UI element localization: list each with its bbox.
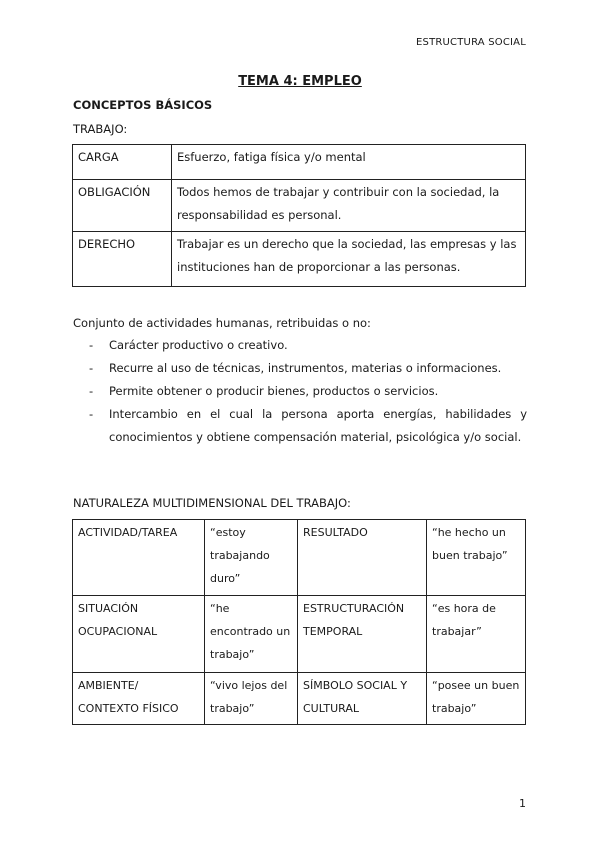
list-item xyxy=(89,380,527,403)
example-cell: “estoy trabajando duro” xyxy=(205,520,298,596)
list-item-text: Intercambio en el cual la persona aporta energías, habilidades y conocimientos y obtiene compensación material, psicológica y/o social. xyxy=(109,407,527,444)
trabajo-subheading: TRABAJO: xyxy=(73,122,128,136)
definition-cell: Esfuerzo, fatiga física y/o mental xyxy=(172,145,526,180)
list-dash: - xyxy=(89,361,94,375)
actividades-intro: Conjunto de actividades humanas, retribuidas o no: xyxy=(73,316,371,330)
term-cell: DERECHO xyxy=(73,232,172,287)
trabajo-table xyxy=(72,144,526,287)
naturaleza-heading: NATURALEZA MULTIDIMENSIONAL DEL TRABAJO: xyxy=(73,496,351,510)
list-dash: - xyxy=(89,384,94,398)
dimension-cell: AMBIENTE/ CONTEXTO FÍSICO xyxy=(73,673,205,725)
example-cell: “he encontrado un trabajo” xyxy=(205,596,298,673)
page-title: TEMA 4: EMPLEO xyxy=(238,74,362,89)
list-item xyxy=(89,334,527,357)
example-cell: “vivo lejos del trabajo” xyxy=(205,673,298,725)
table-row xyxy=(73,596,526,673)
definition-cell: Trabajar es un derecho que la sociedad, las empresas y las instituciones han de proporcionar a las personas. xyxy=(172,232,526,287)
list-item-text: Carácter productivo o creativo. xyxy=(109,338,288,352)
dimension-cell: RESULTADO xyxy=(298,520,427,596)
page-number: 1 xyxy=(519,797,526,810)
naturaleza-table xyxy=(72,519,526,725)
list-item xyxy=(89,403,527,449)
table-row xyxy=(73,673,526,725)
example-cell: “posee un buen trabajo” xyxy=(427,673,526,725)
list-item-text: Recurre al uso de técnicas, instrumentos, materias o informaciones. xyxy=(109,361,502,375)
dimension-cell: ACTIVIDAD/TAREA xyxy=(73,520,205,596)
list-item xyxy=(89,357,527,380)
table-row xyxy=(73,520,526,596)
list-item-text: Permite obtener o producir bienes, productos o servicios. xyxy=(109,384,439,398)
dimension-cell: SÍMBOLO SOCIAL Y CULTURAL xyxy=(298,673,427,725)
dimension-cell: ESTRUCTURACIÓN TEMPORAL xyxy=(298,596,427,673)
example-cell: “he hecho un buen trabajo” xyxy=(427,520,526,596)
table-row xyxy=(73,145,526,180)
dimension-cell: SITUACIÓN OCUPACIONAL xyxy=(73,596,205,673)
example-cell: “es hora de trabajar” xyxy=(427,596,526,673)
list-dash: - xyxy=(89,407,94,421)
definition-cell: Todos hemos de trabajar y contribuir con la sociedad, la responsabilidad es personal. xyxy=(172,180,526,232)
term-cell: OBLIGACIÓN xyxy=(73,180,172,232)
table-row xyxy=(73,180,526,232)
running-header: ESTRUCTURA SOCIAL xyxy=(416,37,526,48)
term-cell: CARGA xyxy=(73,145,172,180)
list-dash: - xyxy=(89,338,94,352)
conceptos-heading: CONCEPTOS BÁSICOS xyxy=(73,98,213,112)
table-row xyxy=(73,232,526,287)
actividades-list xyxy=(89,334,527,449)
